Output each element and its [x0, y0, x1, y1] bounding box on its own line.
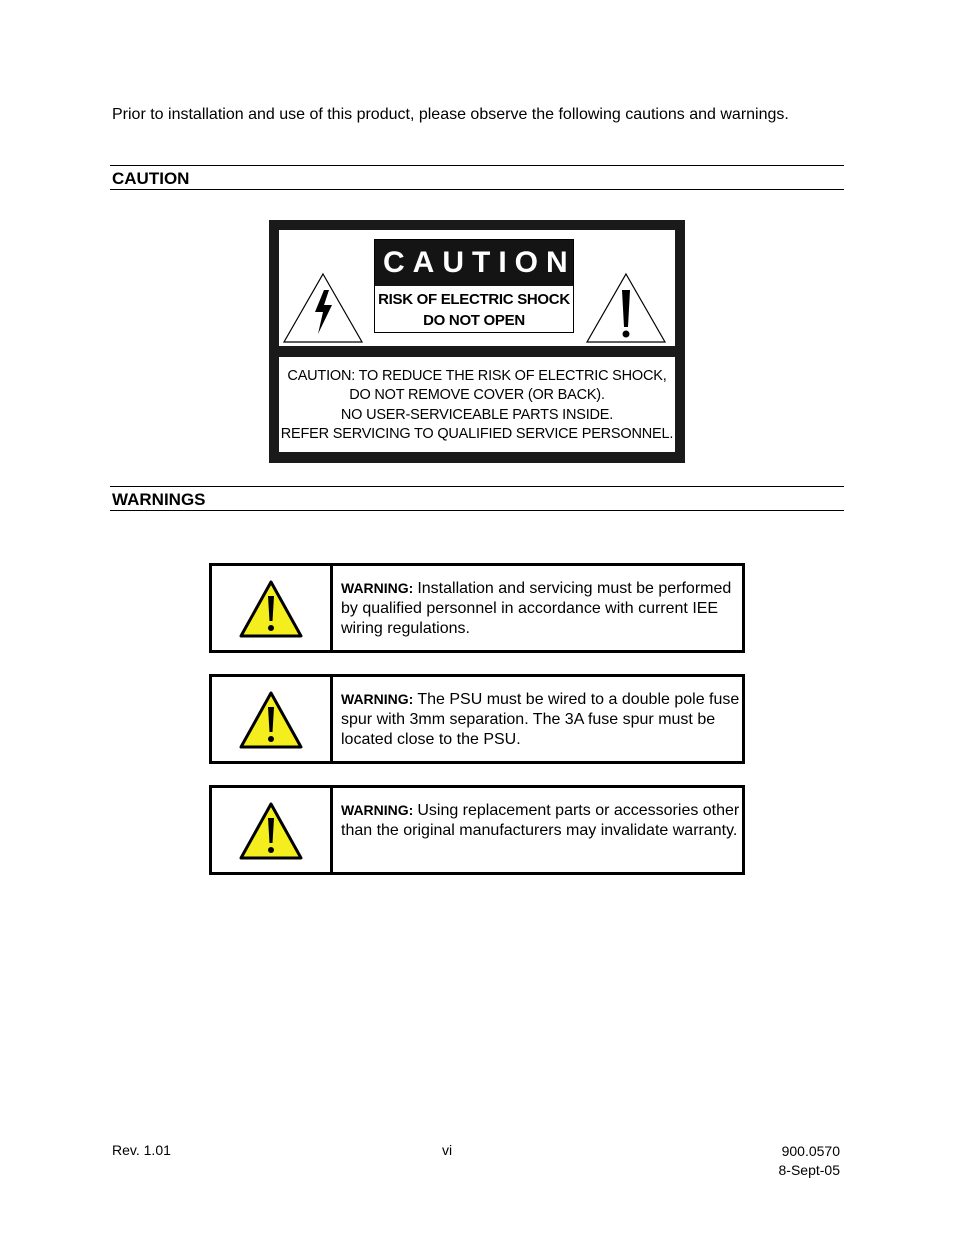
footer-date: 8-Sept-05	[778, 1162, 840, 1178]
warning-text	[341, 800, 741, 841]
warning-icon-cell	[212, 788, 333, 872]
intro-paragraph: Prior to installation and use of this product, please observe the following cautions and warnings.	[112, 106, 789, 123]
warning-triangle-icon	[238, 801, 304, 861]
footer-doc-number: 900.0570	[781, 1143, 840, 1159]
warning-label: WARNING:	[341, 580, 414, 596]
caution-label-body	[279, 357, 675, 452]
warning-triangle-icon	[238, 690, 304, 750]
caution-label-top	[279, 230, 675, 346]
caution-label-subtitle	[375, 286, 573, 331]
warning-box	[209, 674, 745, 764]
warning-label: WARNING:	[341, 691, 414, 707]
lightning-triangle-icon	[282, 272, 364, 344]
warning-text	[341, 689, 741, 750]
warning-box	[209, 563, 745, 653]
caution-heading: CAUTION	[110, 165, 844, 190]
warning-text	[341, 578, 741, 639]
warning-message: Installation and servicing must be performed by qualified personnel in accordance with current IEE wiring regulations.	[341, 580, 732, 637]
footer-page-number: vi	[442, 1142, 453, 1158]
caution-label-title: CAUTION	[375, 240, 573, 286]
caution-body-line: NO USER-SERVICEABLE PARTS INSIDE.	[340, 406, 614, 423]
caution-label-center	[374, 239, 574, 333]
caution-label-subtitle-line: RISK OF ELECTRIC SHOCK	[378, 291, 570, 308]
warning-box	[209, 785, 745, 875]
warning-triangle-icon	[238, 579, 304, 639]
caution-label	[269, 220, 685, 463]
warning-message: Using replacement parts or accessories other than the original manufacturers may invalidate warranty.	[341, 802, 740, 839]
warning-icon-cell	[212, 566, 333, 650]
footer-revision: Rev. 1.01	[112, 1142, 171, 1158]
warning-message: The PSU must be wired to a double pole fuse spur with 3mm separation. The 3A fuse spur must be located close to the PSU.	[341, 691, 740, 748]
caution-body-line: DO NOT REMOVE COVER (OR BACK).	[349, 387, 605, 404]
caution-label-subtitle-line: DO NOT OPEN	[423, 312, 525, 329]
warning-icon-cell	[212, 677, 333, 761]
warnings-heading: WARNINGS	[110, 486, 844, 511]
caution-body-line: CAUTION: TO REDUCE THE RISK OF ELECTRIC SHOCK,	[287, 368, 667, 384]
exclamation-triangle-icon	[585, 272, 667, 344]
warning-label: WARNING:	[341, 802, 414, 818]
footer-doc-info	[779, 1142, 840, 1180]
caution-body-line: REFER SERVICING TO QUALIFIED SERVICE PERSONNEL.	[280, 425, 674, 442]
